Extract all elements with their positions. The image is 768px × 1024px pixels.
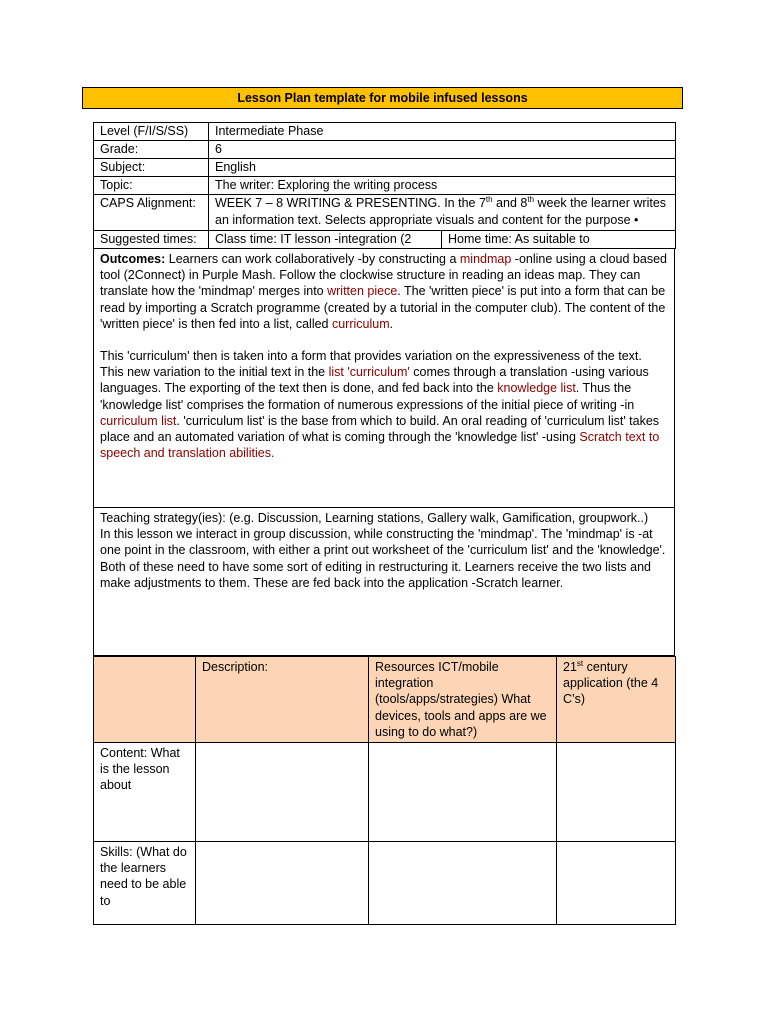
- level-row: [94, 123, 676, 141]
- highlight-list-curriculum: list 'curriculum': [328, 365, 410, 380]
- caps-sup-2: th: [527, 195, 535, 204]
- highlight-curriculum-list: curriculum list: [100, 413, 177, 428]
- outcomes-text: .: [389, 316, 394, 331]
- content-resources-cell[interactable]: [369, 743, 557, 842]
- lesson-info-table: [93, 122, 676, 249]
- highlight-mindmap: mindmap: [459, 252, 512, 266]
- skills-century-cell[interactable]: [557, 842, 676, 925]
- level-value: Intermediate Phase: [209, 123, 676, 141]
- teaching-strategy-label: Teaching strategy(ies): (e.g. Discussion, Learning stations, Gallery walk, Gamification, groupwork..): [100, 511, 649, 525]
- subject-label: Subject:: [94, 159, 209, 177]
- highlight-knowledge-list: knowledge list: [497, 381, 576, 396]
- page-title: Lesson Plan template for mobile infused lessons: [82, 87, 683, 109]
- topic-row: [94, 177, 676, 195]
- class-time-text: Class time: IT lesson -integration (2: [215, 232, 412, 246]
- outcomes-text: . 'curriculum list' is the base from which to build. An oral reading of 'curriculum list' takes place and an automated variation of what is coming through the 'knowledge list' -using: [100, 413, 660, 445]
- century-number: 21: [563, 660, 577, 674]
- grade-row: [94, 141, 676, 159]
- grid-header-row: [94, 657, 676, 743]
- caps-text-3: week the learner writes an information text. Selects appropriate visuals and content for the purpose •: [215, 196, 667, 227]
- subject-value: English: [209, 159, 676, 177]
- caps-text-2: and 8: [492, 196, 528, 210]
- content-row: [94, 743, 676, 842]
- skills-label: Skills: (What do the learners need to be able to: [94, 842, 196, 925]
- times-label: Suggested times:: [94, 231, 209, 249]
- content-description-cell[interactable]: [196, 743, 369, 842]
- class-time: [209, 231, 442, 249]
- subject-row: [94, 159, 676, 177]
- topic-value: The writer: Exploring the writing process: [209, 177, 676, 195]
- content-label: Content: What is the lesson about: [94, 743, 196, 842]
- description-header: Description:: [196, 657, 369, 743]
- outcomes-text: . The 'written piece' is put into a form that can be read by importing a Scratch programme (created by a tutorial in the computer club). The content of the 'written piece' is then fed into a list, called: [100, 284, 666, 331]
- outcomes-label: Outcomes:: [100, 252, 166, 266]
- grid-header-empty: [94, 657, 196, 743]
- outcomes-text: comes through a translation -using various languages. The exporting of the text then is done, and fed back into the: [100, 365, 649, 396]
- caps-sup-1: th: [485, 195, 493, 204]
- times-row: [94, 231, 676, 249]
- outcomes-text: . Thus the 'knowledge list' comprises the formation of numerous expressions of the initial piece of writing -in: [100, 381, 635, 412]
- resources-header: Resources ICT/mobile integration (tools/apps/strategies) What devices, tools and apps are we using to do what?): [369, 657, 557, 743]
- outcomes-text: -online using a cloud based tool (2Connect) in Purple Mash. Follow the clockwise structure in reading an ideas map. They can translate how the 'mindmap' merges into: [100, 252, 667, 299]
- skills-resources-cell[interactable]: [369, 842, 557, 925]
- grade-label: Grade:: [94, 141, 209, 159]
- teaching-strategy-body: In this lesson we interact in group discussion, while constructing the 'mindmap'. The 'mindmap' is -at one point in the classroom, with either a print out worksheet of the 'curriculum list' and the 'knowledge'. Both of these need to have some sort of editing in restructuring it. Learners receive the two lists and make adjustments to them. These are fed back into the application -Scratch learner.: [100, 527, 666, 590]
- highlight-scratch: Scratch text to speech and translation abilities.: [100, 430, 660, 461]
- home-time: [442, 231, 676, 249]
- teaching-strategy-section: [93, 508, 675, 656]
- outcomes-text: This 'curriculum' then is taken into a form that provides variation on the expressiveness of the text. This new variation to the initial text in the: [100, 349, 642, 380]
- lesson-plan-document: [93, 122, 675, 925]
- outcomes-section: [93, 249, 675, 508]
- level-label: Level (F/I/S/SS): [94, 123, 209, 141]
- lesson-grid-table: [93, 656, 676, 925]
- content-century-cell[interactable]: [557, 743, 676, 842]
- outcomes-text: Learners can work collaboratively -by constructing a: [165, 252, 460, 266]
- highlight-curriculum: curriculum: [331, 316, 390, 331]
- highlight-written-piece: written piece: [327, 284, 398, 299]
- caps-value: [209, 195, 676, 231]
- century-sup: st: [576, 658, 584, 668]
- caps-row: [94, 195, 676, 231]
- skills-description-cell[interactable]: [196, 842, 369, 925]
- skills-row: [94, 842, 676, 925]
- century-text: century application (the 4 C’s): [563, 660, 659, 707]
- grade-value: 6: [209, 141, 676, 159]
- home-time-text: Home time: As suitable to: [448, 232, 590, 246]
- caps-label: CAPS Alignment:: [94, 195, 209, 231]
- century-header: [557, 657, 676, 743]
- topic-label: Topic:: [94, 177, 209, 195]
- caps-text-1: WEEK 7 – 8 WRITING & PRESENTING. In the 7: [215, 196, 486, 210]
